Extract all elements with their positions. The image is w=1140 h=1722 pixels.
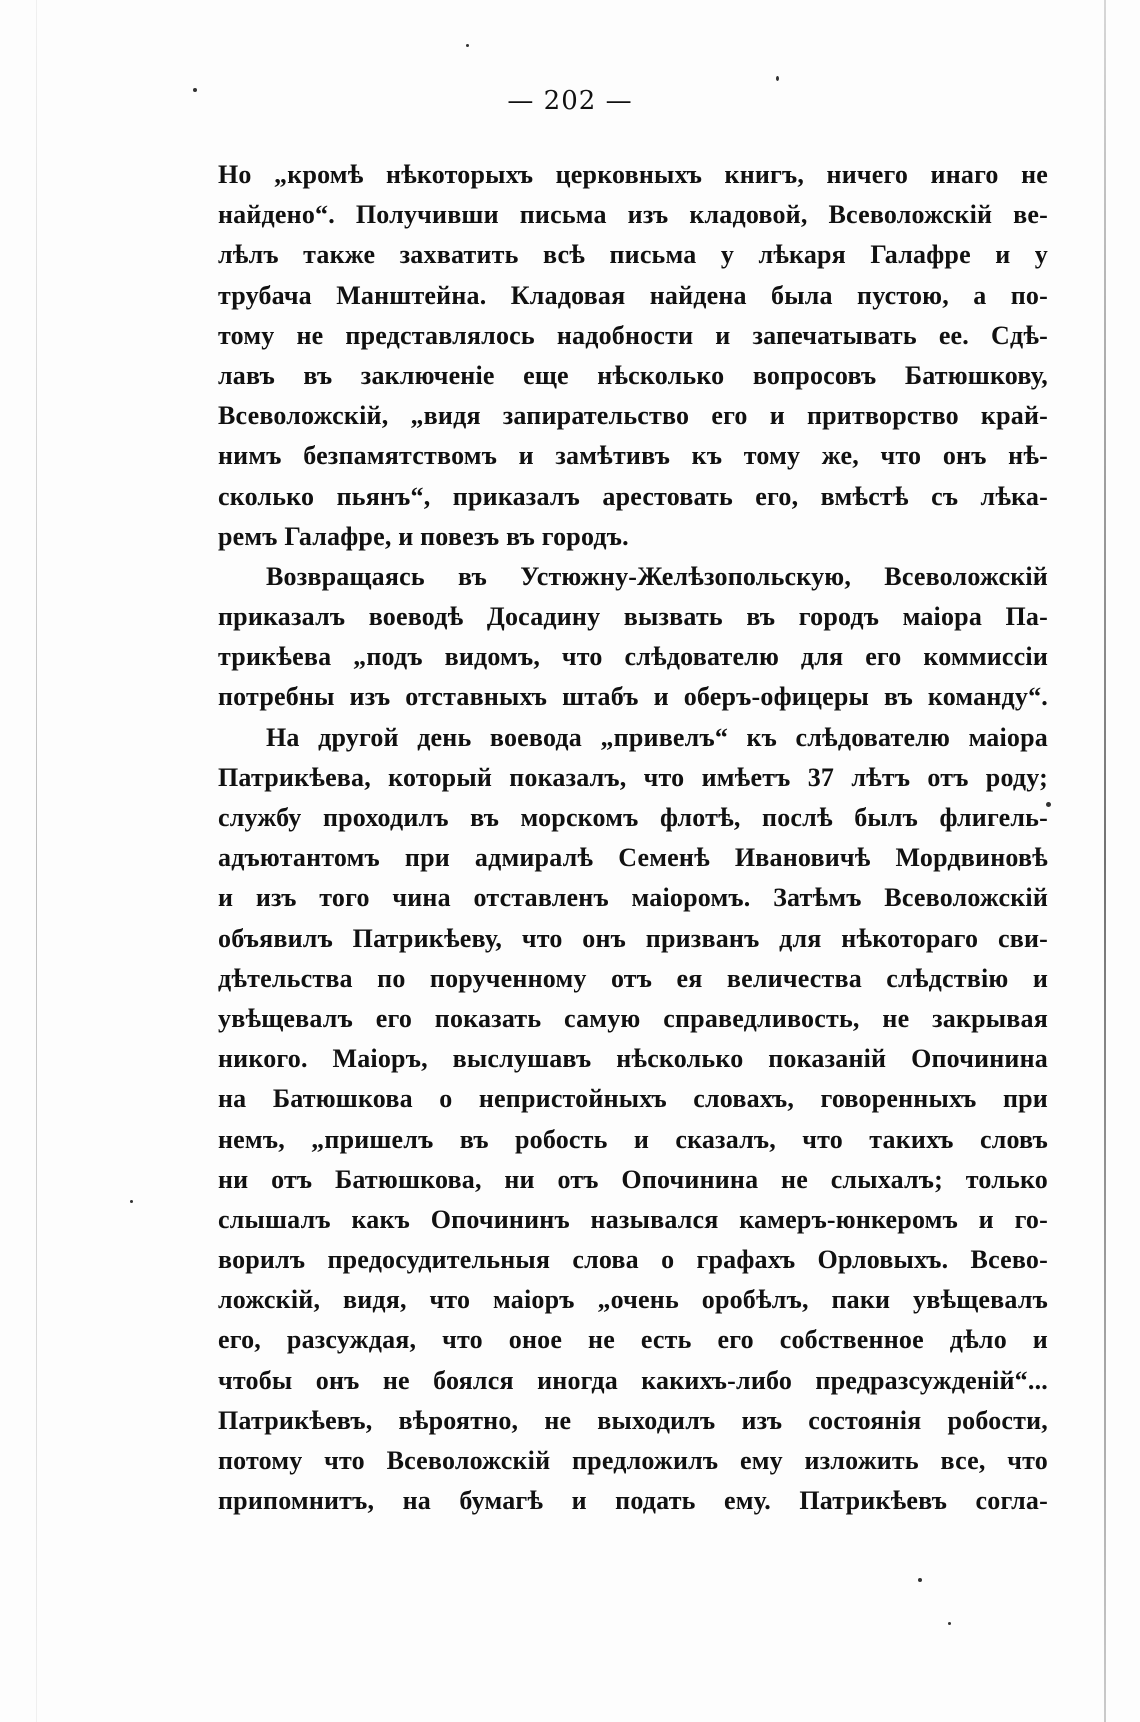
text-line: нимъ безпамятствомъ и замѣтивъ къ тому же, что онъ нѣ- bbox=[218, 441, 1048, 471]
text-line: трикѣева „подъ видомъ, что слѣдователю для его коммиссіи bbox=[218, 642, 1048, 672]
scan-speck bbox=[466, 44, 469, 47]
text-line: Всеволожскій, „видя запирательство его и притворство край- bbox=[218, 401, 1048, 431]
text-line: лавъ въ заключеніе еще нѣсколько вопросовъ Батюшкову, bbox=[218, 360, 1048, 390]
scan-speck bbox=[948, 1622, 951, 1625]
page-left-edge bbox=[36, 0, 37, 1722]
text-line: ни отъ Батюшкова, ни отъ Опочинина не слыхалъ; только bbox=[218, 1164, 1048, 1194]
page-right-edge bbox=[1104, 0, 1106, 1722]
text-line: слышалъ какъ Опочининъ назывался камеръ-юнкеромъ и го- bbox=[218, 1204, 1048, 1234]
text-line: ворилъ предосудительныя слова о графахъ Орловыхъ. Всево- bbox=[218, 1245, 1048, 1275]
text-line: дѣтельства по порученному отъ ея величества слѣдствію и bbox=[218, 963, 1048, 993]
text-line: объявилъ Патрикѣеву, что онъ призванъ для нѣкотораго сви- bbox=[218, 923, 1048, 953]
scan-speck bbox=[776, 76, 779, 81]
text-line: и изъ того чина отставленъ маіоромъ. Затѣмъ Всеволожскій bbox=[218, 883, 1048, 913]
text-line: трубача Манштейна. Кладовая найдена была пустою, а по- bbox=[218, 280, 1048, 310]
text-line: на Батюшкова о непристойныхъ словахъ, говоренныхъ при bbox=[218, 1084, 1048, 1114]
body-text bbox=[218, 155, 1048, 1521]
text-line: Но „кромѣ нѣкоторыхъ церковныхъ книгъ, ничего инаго не bbox=[218, 160, 1048, 189]
scan-speck bbox=[130, 1200, 133, 1203]
page-number: — 202 — bbox=[507, 86, 633, 116]
text-line: приказалъ воеводѣ Досадину вызвать въ городъ маіора Па- bbox=[218, 602, 1048, 632]
text-line: потребны изъ отставныхъ штабъ и оберъ-офицеры въ команду“. bbox=[218, 682, 1048, 712]
text-line: адъютантомъ при адмиралѣ Семенѣ Ивановичѣ Мордвиновѣ bbox=[218, 843, 1048, 873]
text-line: Возвращаясь въ Устюжну-Желѣзопольскую, Всеволожскій bbox=[266, 561, 1048, 591]
text-line: лѣлъ также захватить всѣ письма у лѣкаря Галафре и у bbox=[218, 240, 1048, 270]
text-line: ложскій, видя, что маіоръ „очень оробѣлъ, паки увѣщевалъ bbox=[218, 1285, 1048, 1315]
text-line: ремъ Галафре, и повезъ въ городъ. bbox=[218, 521, 629, 551]
text-line: Патрикѣева, который показалъ, что имѣетъ 37 лѣтъ отъ роду; bbox=[218, 762, 1048, 792]
text-line: потому что Всеволожскій предложилъ ему изложить все, что bbox=[218, 1446, 1048, 1475]
text-line: тому не представлялось надобности и запечатывать ее. Сдѣ- bbox=[218, 320, 1048, 350]
text-line: На другой день воевода „привелъ“ къ слѣдователю маіора bbox=[266, 722, 1048, 752]
text-line: чтобы онъ не боялся иногда какихъ-либо предразсужденій“... bbox=[218, 1365, 1048, 1395]
text-line: его, разсуждая, что оное не есть его собственное дѣло и bbox=[218, 1325, 1048, 1355]
text-line: никого. Маіоръ, выслушавъ нѣсколько показаній Опочинина bbox=[218, 1044, 1048, 1074]
text-line: припомнитъ, на бумагѣ и подать ему. Патрикѣевъ согла- bbox=[218, 1486, 1048, 1516]
text-line: найдено“. Получивши письма изъ кладовой, Всеволожскій ве- bbox=[218, 200, 1048, 230]
text-line: Патрикѣевъ, вѣроятно, не выходилъ изъ состоянія робости, bbox=[218, 1405, 1048, 1435]
text-line: службу проходилъ въ морскомъ флотѣ, послѣ былъ флигель- bbox=[218, 803, 1048, 832]
text-line: увѣщевалъ его показать самую справедливость, не закрывая bbox=[218, 1003, 1048, 1033]
text-line: сколько пьянъ“, приказалъ арестовать его, вмѣстѣ съ лѣка- bbox=[218, 481, 1048, 511]
scan-speck bbox=[918, 1578, 922, 1582]
text-line: немъ, „пришелъ въ робость и сказалъ, что такихъ словъ bbox=[218, 1124, 1048, 1154]
